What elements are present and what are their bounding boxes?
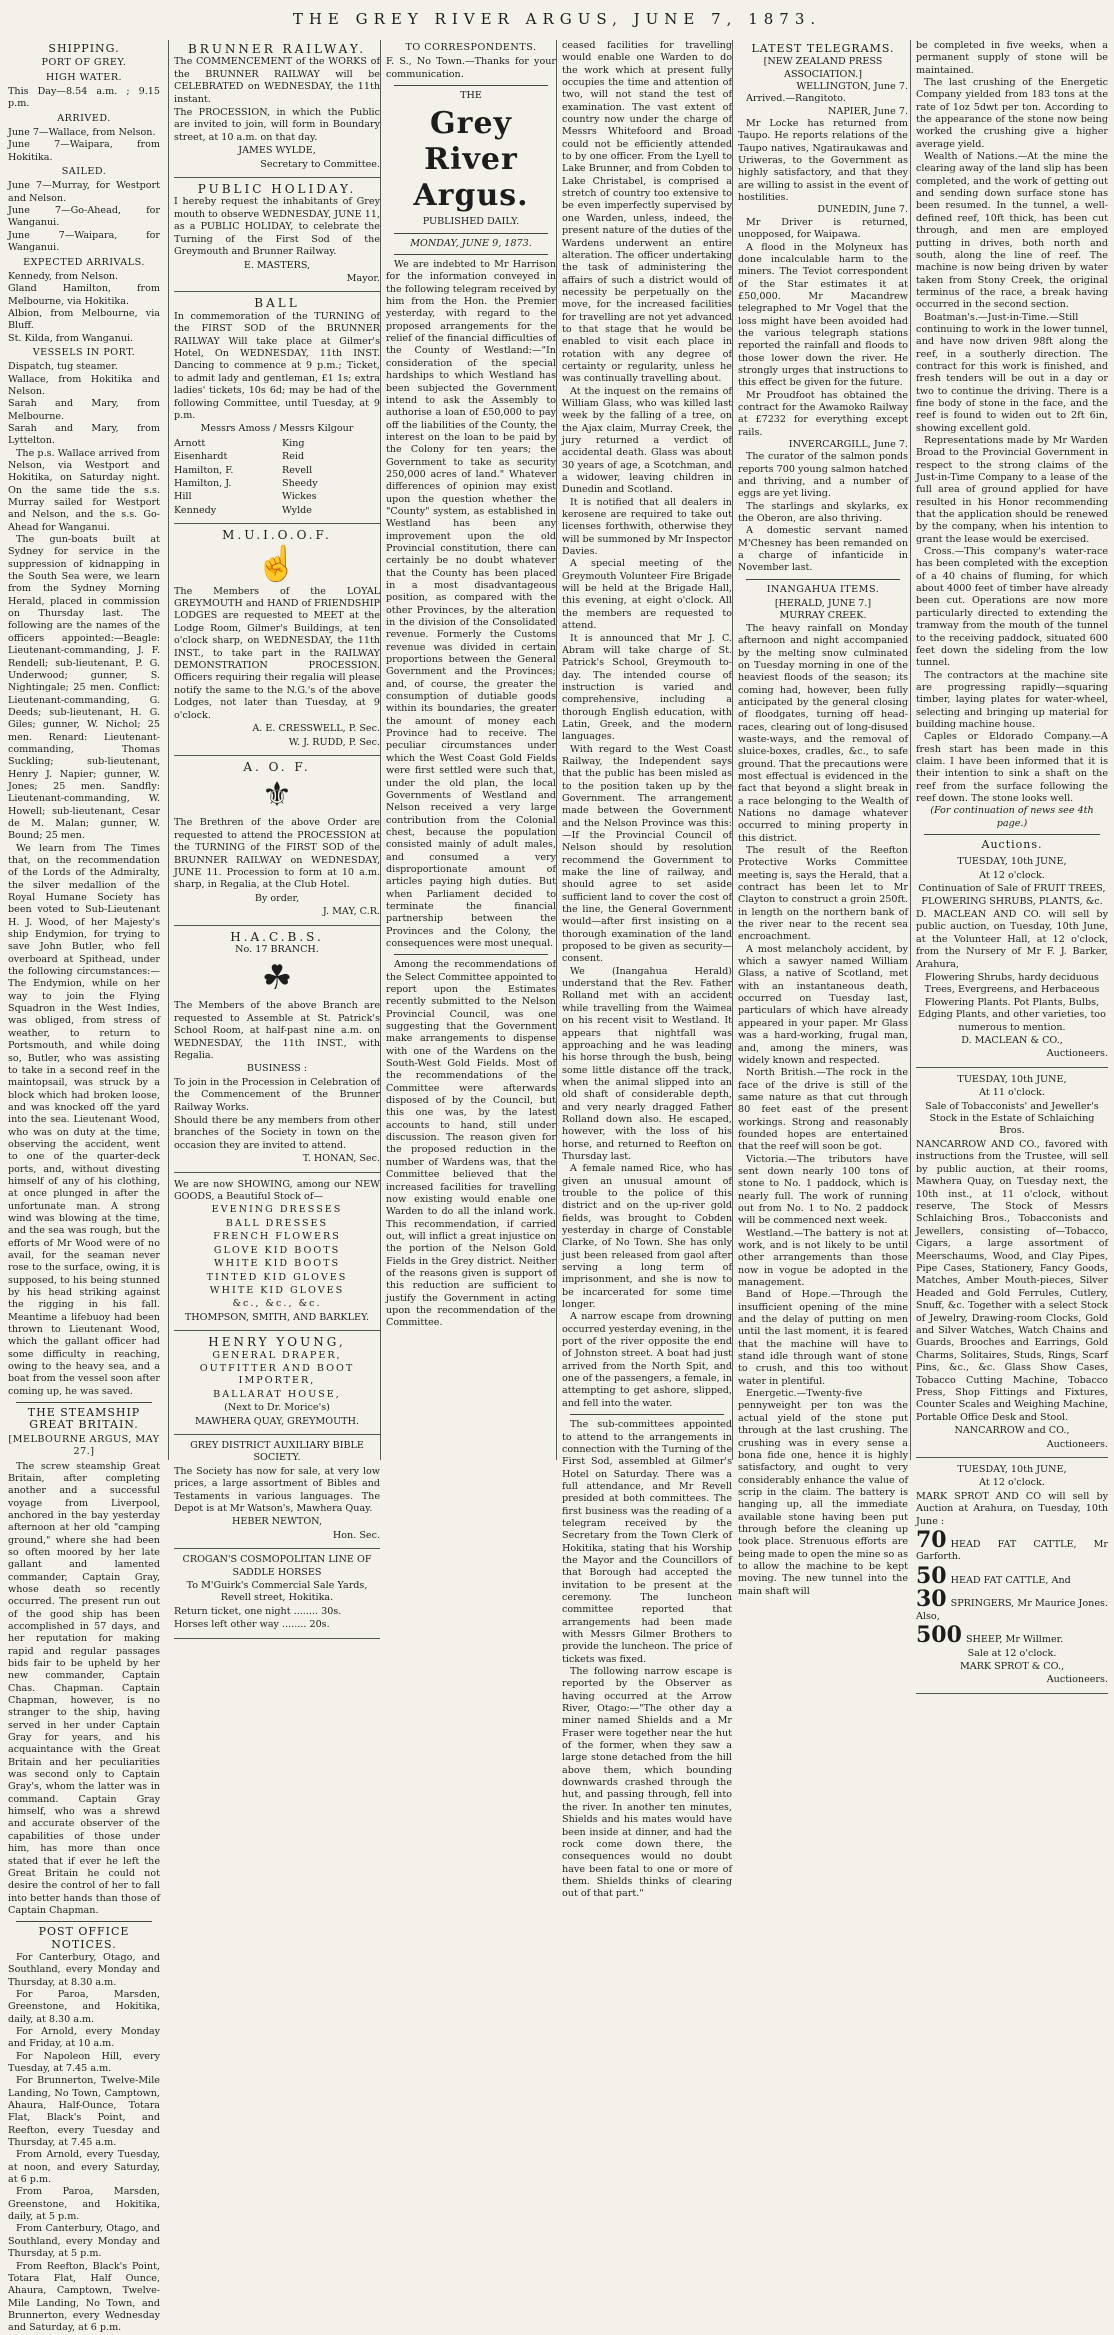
lot-count: 500: [916, 1622, 962, 1649]
foresters-ad: [174, 758, 380, 926]
new-goods-signature: THOMPSON, SMITH, AND BARKLEY.: [184, 1311, 370, 1323]
divider: [394, 85, 548, 86]
goods-item: EVENING DRESSES: [211, 1204, 343, 1216]
nancarrow-auction: [916, 1070, 1108, 1458]
telegram-item: Mr Proudfoot has obtained the contract for the Awamoko Railway at £7232 for everything except rails.: [738, 389, 908, 438]
henry-young-line: BALLARAT HOUSE,: [213, 1388, 341, 1400]
post-notice: From Paroa, Marsden, Greenstone, and Hokitika, daily, at 5 p.m.: [8, 2186, 160, 2223]
goods-item: FRENCH FLOWERS: [213, 1231, 341, 1243]
henry-young-title: HENRY YOUNG,: [208, 1335, 346, 1350]
livestock-lot: [916, 1562, 1108, 1589]
public-holiday-ad: [174, 180, 380, 292]
shipping-heading: SHIPPING.: [48, 42, 120, 55]
column-shipping: [8, 40, 160, 2334]
mining-item: Cross.—This company's water-race has been completed with the exception of a 40 chains of fluming, for which about 4000 feet of timber have already been cut. Operations are now more particularly directed to extending the tramway from the mouth of the tunnel to the receiving paddock, situated 600 feet down the sideling from the low tunnel.: [916, 546, 1108, 669]
stewards-right: [282, 437, 380, 518]
steamship-paragraph: The screw steamship Great Britain, after completing another and a successful voyage from Liverpool, anchored in the bay yesterday afternoon at her old "camping ground," where she had been so often moored by her late gallant and lamented commander, Captain Gray, whose death so recently occurred. The present run out of the good ship has been accomplished in 57 days, and her reputation for making rapid and regular passages bids fair to be upheld by her new commander, Captain Chas. Chapman. Captain Chapman, however, is no stranger to the ship, having served in her under Captain Gray for years, and his acquaintance with the Great Britain and her peculiarities was second only to Captain Gray's, whom the latter was in command. Captain Gray himself, who was a shrewd and accurate observer of the capabilities of those under him, has more than once stated that if ever he left the Great Britain he could not desire the control of her to fall into better hands than those of Captain Chapman.: [8, 1460, 160, 1916]
telegram-item: Arrived.—Rangitoto.: [746, 93, 846, 105]
inangahua-place: MURRAY CREEK.: [779, 610, 867, 622]
auction-items: Flowering Shrubs, hardy deciduous Trees, Evergreens, and Herbaceous Flowering Plants. Pot Plants, Bulbs, Edging Plants, and other varieties, too numerous to mention.: [918, 972, 1106, 1033]
goods-item: BALL DRESSES: [225, 1217, 329, 1229]
news-paragraph: It is notified that all dealers in kerosene are required to take out licenses forthwith, otherwise they will be summoned by Mr Inspector Davies.: [562, 496, 732, 558]
post-notice: For Arnold, every Monday and Friday, at 10 a.m.: [8, 2025, 160, 2050]
vessel-item: Dispatch, tug steamer.: [8, 361, 118, 373]
vessel-item: Sarah and Mary, from Melbourne.: [8, 398, 160, 422]
saddle-horses-title: CROGAN'S COSMOPOLITAN LINE OF SADDLE HORSES: [182, 1554, 372, 1578]
telegram-item: Mr Driver is returned, unopposed, for Waipawa.: [738, 216, 908, 241]
page-masthead: THE GREY RIVER ARGUS, JUNE 7, 1873.: [292, 10, 822, 28]
high-water-times: This Day—8.54 a.m. ; 9.15 p.m.: [8, 86, 160, 110]
steward-name: Wylde: [282, 504, 312, 516]
gunboats-paragraph: The gun-boats built at Sydney for service in the suppression of kidnapping in the South Sea were, we learn from the Sydney Morning Herald, placed in commission on Thursday last. The following are the names of the officers appointed:—Beagle: Lieutenant-commanding, J. F. Rendell; sub-lieutenant, P. G. Underwood; gunner, S. Nightingale; 25 men. Conflict: Lieutenant-commanding, G. Deeds; sub-lieutenant, H. G. Giles; gunner, W. Nichol; 25 men. Renard: Lieutenant-commanding, Thomas Suckling; sub-lieutenant, Henry J. Napier; gunner, W. Jones; 25 men. Sandfly: Lieutenant-commanding, W. Howell; sub-lieutenant, Cesar de M. Malan; gunner, W. Bound; 25 men.: [8, 534, 160, 842]
oddfellows-ad: [174, 526, 380, 756]
mining-item: Caples or Eldorado Company.—A fresh start has been made in this claim. I have been informed that it is their intention to sink a shaft on the reef from the surface following the reef down. The stone looks well.: [916, 731, 1108, 804]
inangahua-item: Energetic.—Twenty-five pennyweight per ton was the actual yield of the stone put through at the last crushing. The crushing was in every sense a bona fide one, hence it is highly satisfactory, and ought to very considerably enhance the value of scrip in the claim. The battery is hanging up, all the immediate available stone having been put through before the cleaning up took place. Strenuous efforts are being made to open the mine so as to allow the machine to be kept moving. The new tunnel into the main shaft will: [738, 1388, 908, 1597]
bible-society-signature-2: Hon. Sec.: [332, 1529, 380, 1541]
telegram-item: The starlings and skylarks, ex the Oberon, are also thriving.: [738, 500, 908, 525]
paper-the: THE: [460, 90, 482, 102]
mining-item: Wealth of Nations.—At the mine the clearing away of the land slip has been completed, and the work of getting out and sending down surface stone has been resumed. In the tunnel, a well-defined reef, 10ft thick, has been cut through, and men are employed putting in drives, both north and south, along the line of reef. The machine is now being driven by water taken from Stony Creek, the original terminus of the race, a break having occurred in the second section.: [916, 151, 1108, 311]
vessel-item: Wallace, from Hokitika and Nelson.: [8, 373, 160, 397]
brunner-railway-procession: The PROCESSION, in which the Public are invited to join, will form in Boundary street, at 10 a.m. on that day.: [174, 107, 380, 143]
auction-signature-2: Auctioneers.: [1046, 1438, 1108, 1450]
steward-name: Revell: [282, 464, 313, 476]
inangahua-heading: INANGAHUA ITEMS.: [766, 583, 880, 595]
henry-young-line: GENERAL DRAPER,: [212, 1349, 342, 1361]
public-holiday-title: PUBLIC HOLIDAY.: [197, 182, 357, 197]
ball-title: BALL: [254, 296, 300, 311]
inangahua-item: A most melancholy accident, by which a sawyer named William Glass, a native of Scotland, met with an instantaneous death, occurred on Tuesday last, particulars of which have already appeared in your paper. Mr Glass was a hard-working, frugal man, and, among the miners, was widely known and respected.: [738, 943, 908, 1066]
auction-date: TUESDAY, 10th JUNE,: [957, 1464, 1067, 1476]
sailed-item: June 7—Go-Ahead, for Wanganui.: [8, 205, 160, 229]
auction-text: MARK SPROT AND CO will sell by Auction at Arahura, on Tuesday, 10th June :: [916, 1490, 1108, 1527]
auction-signature-2: Auctioneers.: [1046, 1048, 1108, 1060]
inangahua-source: [HERALD, JUNE 7.]: [774, 598, 872, 610]
auction-text: D. MACLEAN AND CO. will sell by public auction, on Tuesday, 10th June, at the Volunteer Hall, at 12 o'clock, from the Nursery of Mr F. J. Barker, Arahura,: [916, 908, 1108, 970]
henry-young-line: (Next to Dr. Morice's): [224, 1402, 330, 1414]
new-goods-text: We are now SHOWING, among our NEW GOODS, a Beautiful Stock of—: [174, 1178, 380, 1203]
editorial-paragraph: We are indebted to Mr Harrison for the information conveyed in the following telegram received by him from the Hon. the Premier yesterday, with regard to the proposed arrangements for the relief of the financial difficulties of the County of Westland:—"In consideration of the special hardships to which Westland has been subjected the Government intend to ask the Assembly to authorise a loan of £50,000 to pay off the liabilities of the County, the interest on the loan to be paid by the Colony for ten years; the Government to take as security 250,000 acres of land." Whatever differences of opinion may exist upon the question whether the "County" system, as established in Westland has been any improvement upon the old Provincial constitution, there can certainly be no doubt whatever that the County has been placed in a most disadvantageous position, as compared with the other Provinces, by the alteration in the division of the Consolidated revenue. Formerly the Customs revenue was divided in certain proportions between the General Government and the Provinces; and, of course, the greater the consumption of dutiable goods within its boundaries, the greater the amount of money each Province had to receive. The peculiar circumstances under which the West Coast Gold Fields were first settled were such that, under the old plan, the local Governments of Westland and Nelson received a very large contribution from the Colonial chest, because the population consisted mainly of adult males, and consumed a very disproportionate amount of articles paying high duties. But when Parliament decided to terminate the financial partnership between the Provinces and the Colony, the consequences were most unequal.: [386, 259, 556, 949]
telegram-dateline: DUNEDIN, June 7.: [817, 204, 908, 216]
telegram-item: Mr Locke has returned from Taupo. He reports relations of the Taupo natives, Ngatiraukawas and Uriweras, to the Government as highly satisfactory, and that they are willing to assist in the event of hostilities.: [738, 118, 908, 204]
news-paragraph: We (Inangahua Herald) understand that the Rev. Father Rolland met with an accident while travelling from the Waimea on his recent visit to Westland. It appears that nightfall was approaching and he was leading his horse through the bush, being some little distance off the track, when the animal slipped into an old shaft of considerable depth, and very nearly dragged Father Rolland down also. He escaped, however, with the loss of his horse, and returned to Reefton on Thursday last.: [562, 965, 732, 1162]
steward-name: Arnott: [174, 437, 206, 449]
maclean-auction: [916, 852, 1108, 1068]
goods-item: &c., &c., &c.: [232, 1298, 322, 1310]
inangahua-item: The heavy rainfall on Monday afternoon and night accompanied by the melting snow culminated on Tuesday morning in one of the heaviest floods of the season; its coming had, however, been fully anticipated by the general closing of floodgates, turning off head-races, clearing out of long-disused waste-ways, and the removal of sluice-boxes, cradles, &c., to safe ground. That the precautions were most effectual is evidenced in the fact that beyond a slight break in a race belonging to the Wealth of Nations no damage whatever occurred to mining property in this district.: [738, 622, 908, 844]
telegrams-source: [NEW ZEALAND PRESS ASSOCIATION.]: [763, 56, 883, 80]
saddle-horses-fare: Return ticket, one night ........ 30s.: [174, 1605, 342, 1617]
new-goods-ad: [174, 1175, 380, 1331]
news-paragraph: A narrow escape from drowning occurred yesterday evening, in the port of the river opposite the end of Johnston street. A boat had just arrived from the North Spit, and one of the passengers, a female, in attempting to get ashore, slipped, and fell into the water.: [562, 1311, 732, 1409]
arrived-item: June 7—Waipara, from Hokitika.: [8, 139, 160, 163]
post-notice: For Canterbury, Otago, and Southland, every Monday and Thursday, at 8.30 a.m.: [8, 1951, 160, 1988]
post-office-heading: POST OFFICE NOTICES.: [38, 1925, 130, 1951]
lot-count: 70: [916, 1527, 947, 1554]
arrived-item: June 7—Wallace, from Nelson.: [8, 127, 156, 139]
port-heading: PORT OF GREY.: [41, 57, 127, 69]
lot-count: 50: [916, 1562, 947, 1589]
expected-item: St. Kilda, from Wanganui.: [8, 332, 134, 344]
news-paragraph: At the inquest on the remains of William Glass, who was killed last week by the falling of a tree, on the Ajax claim, Murray Creek, the jury returned a verdict of accidental death. Glass was about 30 years of age, a Scotchman, and a widower, leaving children in Dunedin and Scotland.: [562, 385, 732, 496]
auction-signature: MARK SPROT & CO.,: [959, 1660, 1065, 1672]
steward-name: Sheedy: [282, 478, 318, 489]
foresters-text: The Brethren of the above Order are requested to attend the PROCESSION at the TURNING of the FIRST SOD of the BRUNNER RAILWAY on WEDNESDAY, JUNE 11. Procession to form at 10 a.m. sharp, in Regalia, at the Club Hotel.: [174, 817, 380, 891]
goods-item: WHITE KID BOOTS: [213, 1258, 341, 1270]
hacbs-text: The Members of the above Branch are requested to Assemble at St. Patrick's School Room, at half-past nine a.m. on WEDNESDAY, the 11th INST., with Regalia.: [174, 1000, 380, 1061]
auction-time: At 12 o'clock.: [979, 869, 1045, 881]
hacbs-text-2: To join in the Procession in Celebration of the Commencement of the Brunner Railway Works.: [174, 1076, 380, 1113]
hacbs-ad: [174, 928, 380, 1173]
sailed-label: SAILED.: [61, 166, 107, 178]
goods-item: WHITE KID GLOVES: [209, 1284, 345, 1296]
steward-name: Hamilton, F.: [174, 464, 234, 476]
telegram-dateline: WELLINGTON, June 7.: [796, 81, 908, 93]
steward-name: Reid: [282, 451, 305, 463]
arrived-label: ARRIVED.: [57, 112, 111, 124]
post-notice: For Napoleon Hill, every Tuesday, at 7.45 a.m.: [8, 2050, 160, 2074]
newspaper-columns: [8, 40, 1108, 2334]
foresters-signature-2: J. MAY, C.R.: [322, 906, 380, 918]
brunner-railway-signature-title: Secretary to Committee.: [260, 158, 380, 170]
published-daily: PUBLISHED DAILY.: [422, 216, 520, 228]
auction-signature: NANCARROW and CO.,: [954, 1425, 1070, 1437]
editorial-paragraph-wardens: Among the recommendations of the Select Committee appointed to report upon the Estimates recently submitted to the Nelson Provincial Council, was one suggesting that the Government make arrangements to dispense with one of the Wardens on the South-West Gold Fields. Most of the recommendations of the Committee were afterwards disposed of by the Council, but this one was, by the latest accounts to hand, still under discussion. The reason given for the proposed reduction in the number of Wardens was, that the Committee believed that the increased facilities for travelling now existing would enable one Warden to do all the inland work. This recommendation, if carried out, will inflict a great injustice on the portion of the Nelson Gold Fields in the Grey district. Neither of the reasons given is support of this reduction are sufficient to justify the Government in acting upon the recommendation of the Committee.: [386, 959, 556, 1329]
livestock-lot: [916, 1588, 1108, 1623]
sprot-auction: [916, 1460, 1108, 1694]
stewards-heading: Messrs Amoss / Messrs Kilgour: [200, 423, 354, 435]
telegram-dateline: INVERCARGILL, June 7.: [788, 439, 908, 450]
divider: [394, 954, 548, 955]
steamship-source: [MELBOURNE ARGUS, MAY 27.]: [8, 1433, 160, 1458]
divider: [746, 579, 900, 580]
auction-time: At 12 o'clock.: [979, 1477, 1045, 1489]
oddfellows-signature: A. E. CRESSWELL, P. Sec.: [252, 723, 380, 735]
steward-name: Hill: [174, 491, 192, 503]
news-paragraph: A special meeting of the Greymouth Volunteer Fire Brigade will be held at the Brigade Hall, this evening, at eight o'clock. All the members are requested to attend.: [562, 558, 732, 632]
divider: [394, 233, 548, 234]
steward-name: Kennedy: [174, 504, 217, 516]
news-paragraph: With regard to the West Coast Railway, the Independent says that the public has been misled as to the position taken up by the Government. The arrangement made between the Government and the Nelson Province was this:—If the Provincial Council of Nelson should by resolution recommend the Government to make the line of railway, and should agree to set aside sufficient land to cover the cost of the line, the General Government would—after first insisting on a thorough examination of the land proposed to be given as security—consent.: [562, 743, 732, 965]
shipping-paragraph: The p.s. Wallace arrived from Nelson, via Westport and Hokitika, on Saturday night. On the same tide the s.s. Murray sailed for Westport and Nelson, and the s.s. Go-Ahead for Wanganui.: [8, 447, 160, 533]
post-notice: For Paroa, Marsden, Greenstone, and Hokitika, daily, at 8.30 a.m.: [8, 1988, 160, 2025]
telegrams-heading: LATEST TELEGRAMS.: [751, 42, 895, 55]
public-holiday-text: I hereby request the inhabitants of Grey mouth to observe WEDNESDAY, JUNE 11, as a PUBLIC HOLIDAY, to celebrate the Turning of the First Sod of the Greymouth and Brunner Railway.: [174, 196, 380, 258]
oddfellows-signature-2: W. J. RUDD, P. Sec.: [288, 736, 380, 748]
expected-label: EXPECTED ARRIVALS.: [23, 256, 145, 268]
divider: [570, 1414, 724, 1415]
bible-society-text: The Society has now for sale, at very low prices, a large assortment of Bibles and Testaments in various languages. The Depot is at Mr Watson's, Mawhera Quay.: [174, 1465, 380, 1514]
inangahua-item: Westland.—The battery is not at work, and is not likely to be until other arrangements than those now in vogue be adopted in the management.: [738, 1227, 908, 1289]
vessel-item: Sarah and Mary, from Lyttelton.: [8, 422, 160, 447]
foresters-emblem-icon: ⚜: [261, 775, 293, 816]
auction-heading: Continuation of Sale of FRUIT TREES, FLOWERING SHRUBS, PLANTS, &c.: [918, 883, 1106, 907]
hacbs-signature: T. HONAN, Sec.: [302, 1153, 380, 1165]
news-paragraph: ceased facilities for travelling would enable one Warden to do the work which at present fully occupies the time and attention of two, will not stand the test of examination. The vast extent of country now under the charge of Messrs Whitefoord and Broad could not be efficiently attended to by one officer. From the Lyell to Lake Brunner, and from Cobden to Lake Christabel, is comprised a stretch of country too extensive to be even imperfectly supervised by one Warden, unless, indeed, the present nature of the duties of the Wardens underwent an entire alteration. The officer undertaking the task of administering the affairs of such a district would of necessity be perpetually on the move, for the increased facilities for travelling are not yet advanced to that stage that he would be enabled to visit each place in rotation with any degree of certainty or regularity, unless he was continually travelling about.: [562, 40, 732, 385]
news-paragraph: The following narrow escape is reported by the Observer as having occurred at the Arrow River, Otago:—"The other day a miner named Shields and a Mr Fraser were together near the hut of the former, when they saw a large stone detached from the hill above them, which bounding downwards crashed through the hut, and passing through, fell into the river. In another ten minutes, Shields and his mates would have been inside at dinner, and had the rock come down there, the consequences would no doubt have been fatal to one or more of them. Shields thinks of clearing out of that part.": [562, 1666, 732, 1900]
saddle-horses-ad: [174, 1551, 380, 1638]
brunner-railway-title: BRUNNER RAILWAY.: [187, 42, 367, 56]
mining-item: The last crushing of the Energetic Company yielded from 183 tons at the rate of 1oz 5dwt per ton. According to the appearance of the stone now being worked the crushing give a higher average yield.: [916, 77, 1108, 150]
correspondents-heading: TO CORRESPONDENTS.: [405, 42, 537, 53]
editorial-dateline: MONDAY, JUNE 9, 1873.: [410, 237, 532, 249]
bible-society-signature: HEBER NEWTON,: [231, 1516, 323, 1528]
goods-item: GLOVE KID BOOTS: [213, 1244, 341, 1256]
public-holiday-signature: E. MASTERS,: [243, 259, 311, 271]
hand-emblem-icon: ☝: [255, 543, 299, 584]
divider: [16, 1921, 152, 1922]
post-notice: From Reefton, Black's Point, Totara Flat, Half Ounce, Ahaura, Camptown, Twelve-Mile Landing, No Town, and Brunnerton, every Wednesday and Saturday, at 6 p.m.: [8, 2260, 160, 2334]
goods-item: TINTED KID GLOVES: [206, 1271, 348, 1283]
auction-text: NANCARROW AND CO., favored with instructions from the Trustee, will sell by public auction, at their rooms, Mawhera Quay, on Tuesday next, the 10th inst., at 11 o'clock, without reserve, The Stock of Messrs Schlaiching Bros., Tobacconists and Jewellers, consisting of—Tobacco, Cigars, a large assortment of Meerschaums, Wood, and Clay Pipes, Pipe Cases, Stationery, Fancy Goods, Matches, Amber Mouth-pieces, Silver Headed and Gold Ferrules, Cutlery, Snuff, &c. Together with a select Stock of Jewelry, Drawing-room Clocks, Gold and Silver Watches, Watch Chains and Guards, Brooches and Earrings, Gold Charms, Solitaires, Studs, Rings, Scarf Pins, &c., &c. Glass Show Cases, Tobacco Cutting Machine, Tobacco Press, Shop Fittings and Fixtures, Counter Scales and Weighing Machine, Portable Office Desk and Stool.: [916, 1138, 1108, 1423]
telegram-item: The curator of the salmon ponds reports 700 young salmon hatched and thriving, and a number of eggs are yet living.: [738, 451, 908, 500]
steward-name: Eisenhardt: [174, 451, 228, 463]
inangahua-item: Band of Hope.—Through the insufficient opening of the mine and the delay of putting on men until the last moment, it is feared that the machine will have to stand idle through want of stone to crush, and this too without water in plentiful.: [738, 1289, 908, 1387]
ball-ad: [174, 294, 380, 524]
lot-description: SPRINGERS, Mr Maurice Jones. Also,: [916, 1598, 1108, 1622]
expected-item: Albion, from Melbourne, via Bluff.: [8, 307, 160, 332]
hacbs-title: H.A.C.B.S.: [230, 929, 324, 944]
auction-terms: Sale at 12 o'clock.: [967, 1647, 1057, 1659]
steward-name: King: [282, 437, 305, 449]
post-notice: From Canterbury, Otago, and Southland, every Monday and Thursday, at 5 p.m.: [8, 2223, 160, 2260]
divider: [394, 254, 548, 255]
livestock-lot: [916, 1529, 1108, 1564]
henry-young-line: MAWHERA QUAY, GREYMOUTH.: [195, 1415, 359, 1427]
correspondents-text: F. S., No Town.—Thanks for your communication.: [386, 56, 556, 80]
mining-item: The contractors at the machine site are progressing rapidly—squaring timber, laying plates for water-wheel, selecting and bringing up material for building machine house.: [916, 669, 1108, 730]
lot-count: 30: [916, 1586, 947, 1613]
foresters-signature: By order,: [254, 892, 300, 904]
hacbs-text-3: Should there be any members from other branches of the Society in town on the occasion they are invited to attend.: [174, 1115, 380, 1151]
steward-name: Hamilton, J.: [174, 478, 232, 489]
steamship-heading: THE STEAMSHIP GREAT BRITAIN.: [27, 1406, 141, 1432]
stewards-left: [174, 437, 272, 518]
telegram-dateline: NAPIER, June 7.: [828, 105, 908, 117]
vessels-label: VESSELS IN PORT.: [32, 346, 136, 358]
auction-heading: Sale of Tobacconists' and Jeweller's Stock in the Estate of Schlaiching Bros.: [925, 1100, 1099, 1137]
inangahua-item: North British.—The rock in the face of the drive is still of the same nature as that cut through 80 feet east of the present workings. Strong and reasonably founded hopes are entertained that the reef will soon be got.: [738, 1067, 908, 1153]
auction-signature-2: Auctioneers.: [1046, 1674, 1108, 1686]
inangahua-item: The result of the Reefton Protective Works Committee meeting is, says the Herald, that a contract has been let to Mr Clayton to construct a groin 250ft. in length on the northern bank of the river near to the recent sea encroachment.: [738, 845, 908, 943]
lot-description: HEAD FAT CATTLE, Mr Garforth.: [916, 1539, 1108, 1563]
brunner-railway-text: The COMMENCEMENT of the WORKS of the BRUNNER RAILWAY will be CELEBRATED on WEDNESDAY, the 11th instant.: [174, 56, 380, 105]
public-holiday-signature-title: Mayor.: [346, 272, 380, 284]
high-water-label: HIGH WATER.: [45, 71, 123, 83]
news-paragraph: A female named Rice, who has given an unusual amount of trouble to the police of this district and on the up-river gold fields, was brought to Cobden yesterday in charge of Constable Clarke, of No Town. She has only just been released from gaol after serving a long term of imprisonment, and she is now to be incarcerated for some time longer.: [562, 1163, 732, 1311]
news-paragraph: The sub-committees appointed to attend to the arrangements in connection with the Turning of the First Sod, assembled at Gilmer's Hotel on Saturday. There was a full attendance, and Mr Revell presided at both committees. The first business was the reading of a telegram received by the Secretary from the Town Clerk of Hokitika, stating that his Worship the Mayor and the Councillors of that Borough had accepted the invitation to be present at the ceremony. The luncheon committee reported that arrangements had been made with Messrs Gilmer Brothers to provide the luncheon. The price of tickets was fixed.: [562, 1419, 732, 1665]
bible-society-ad: [174, 1437, 380, 1549]
divider: [16, 1402, 152, 1403]
henry-young-line: OUTFITTER AND BOOT IMPORTER,: [199, 1362, 355, 1387]
auction-signature: D. MACLEAN & CO.,: [961, 1035, 1063, 1047]
brunner-railway-signature: JAMES WYLDE,: [238, 145, 316, 157]
telegram-item: A domestic servant named M'Chesney has been remanded on a charge of infanticide in November last.: [738, 525, 908, 574]
telegram-item: A flood in the Molyneux has done incalculable harm to the miners. The Teviot correspondent of the Star estimates it at £50,000. Mr Macandrew telegraphed to Mr Vogel that the loss might have been avoided had the various telegraph stations reported the rainfall and floods to those lower down the river. He strongly urges that instructions to this effect be given for the future.: [738, 241, 908, 389]
lot-description: HEAD FAT CATTLE, And: [950, 1574, 1071, 1586]
post-notice: For Brunnerton, Twelve-Mile Landing, No Town, Camptown, Ahaura, Half-Ounce, Totara Flat, Black's Point, and Reefton, every Tuesday and Thursday, at 7.45 a.m.: [8, 2075, 160, 2149]
column-telegrams: [732, 40, 908, 1597]
mining-item: Boatman's.—Just-in-Time.—Still continuing to work in the lower tunnel, and have now driven 98ft along the reef, in a southerly direction. The contract for this work is finished, and fresh tenders will be out in a day or two to continue the driving. There is a fine body of stone in the face, and the reef is found to widen out to 2ft 6in, showing excellent gold.: [916, 311, 1108, 434]
oddfellows-text: The Members of the LOYAL GREYMOUTH and HAND of FRIENDSHIP LODGES are requested to MEET at the Lodge Room, Gilmer's Buildings, at ten o'clock sharp, on WEDNESDAY, the 11th INST., to take part in the RAILWAY DEMONSTRATION PROCESSION. Officers requiring their regalia will please notify the same to the N.G.'s of the above Lodges, not later than Tuesday, at 9 o'clock.: [174, 585, 380, 721]
saddle-horses-fare: Horses left other way ........ 20s.: [174, 1619, 330, 1631]
continuation-note: (For continuation of news see 4th page.): [930, 805, 1094, 829]
stewards-list: [174, 437, 380, 518]
lot-description: SHEEP, Mr Willmer.: [965, 1634, 1064, 1646]
sailed-item: June 7—Waipara, for Wanganui.: [8, 229, 160, 254]
auction-date: TUESDAY, 10th JUNE,: [957, 856, 1067, 868]
brunner-railway-ad: [174, 40, 380, 178]
divider: [924, 834, 1100, 835]
saddle-horses-text: To M'Guirk's Commercial Sale Yards, Revell street, Hokitika.: [186, 1580, 368, 1604]
mining-item: Representations made by Mr Warden Broad to the Provincial Government in respect to the strong claims of the Just-in-Time Company to a lease of the full area of ground applied for have resulted in his Honor recommending that the application should be renewed by the company, when his intention to grant the lease would be exercised.: [916, 435, 1108, 545]
inangahua-item: Victoria.—The tributors have sent down nearly 100 tons of stone to No. 1 paddock, which is nearly full. The work of running out from No. 1 to No. 2 paddock will be commenced next week.: [738, 1153, 908, 1227]
hacbs-branch: No. 17 BRANCH.: [235, 943, 319, 955]
humane-society-paragraph: We learn from The Times that, on the recommendation of the Lords of the Admiralty, the silver medallion of the Royal Humane Society has been voted to Sub-Lieutenant H. J. Wood, of her Majesty's ship Endymion, for trying to save John Butler, who fell overboard at Spithead, under the following circumstances:—The Endymion, while on her way to join the Flying Squadron in the West Indies, was obliged, from stress of weather, to return to Portsmouth, and while doing so, Butler, who was assisting to take in a second reef in the maintopsail, was struck by a block which had broken loose, and was knocked off the yard into the sea. Lieutenant Wood, who was on duty at the time, observing the accident, went to one of the quarter-deck ports, and, without divesting himself of any of his clothing, at once plunged in after the unfortunate man. A strong wind was blowing at the time, and the sea was rough, but the efforts of Mr Wood were of no avail, for the seaman never rose to the surface, owing, it is supposed, to his being stunned by his head striking against the rigging in his fall. Meantime a lifebuoy had been thrown to Lieutenant Wood, which the gallant officer had some difficulty in reaching, owing to the heavy sea, and a boat from the vessel soon after coming up, he was saved.: [8, 842, 160, 1397]
expected-item: Gland Hamilton, from Melbourne, via Hokitika.: [8, 283, 160, 307]
oddfellows-title: M.U.I.O.O.F.: [222, 528, 332, 543]
auction-time: At 11 o'clock.: [979, 1087, 1045, 1099]
auction-date: TUESDAY, 10th JUNE,: [957, 1073, 1067, 1085]
harp-emblem-icon: ☘: [261, 958, 293, 999]
livestock-lot: [916, 1622, 1108, 1649]
hacbs-business: BUSINESS :: [246, 1063, 308, 1075]
news-paragraph: It is announced that Mr J. C. Abram will take charge of St. Patrick's School, Greymouth to-day. The intended course of instruction is varied and comprehensive, including a thorough English education, with Latin, Greek, and the modern languages.: [562, 632, 732, 743]
news-continuation: be completed in five weeks, when a permanent supply of stone will be maintained.: [916, 40, 1108, 76]
ball-text: In commemoration of the TURNING of the FIRST SOD of the BRUNNER RAILWAY Will take place at Gilmer's Hotel, On WEDNESDAY, 11th INST. Dancing to commence at 9 p.m.; Ticket, to admit lady and gentleman, £1 1s; extra ladies' tickets, 10s 6d; may be had of the following Committee, until Tuesday, at 9 p.m.: [174, 310, 380, 421]
column-auctions: [910, 40, 1108, 1686]
foresters-title: A. O. F.: [243, 759, 311, 774]
paper-nameplate: Grey River Argus.: [413, 106, 529, 214]
bible-society-title: GREY DISTRICT AUXILIARY BIBLE SOCIETY.: [190, 1439, 364, 1464]
column-editorial: [380, 40, 556, 1460]
steward-name: Wickes: [282, 491, 317, 503]
post-notice: From Arnold, every Tuesday, at noon, and every Saturday, at 6 p.m.: [8, 2149, 160, 2186]
henry-young-ad: [174, 1333, 380, 1435]
expected-item: Kennedy, from Nelson.: [8, 270, 119, 282]
auctions-heading: Auctions.: [981, 838, 1043, 851]
sailed-item: June 7—Murray, for Westport and Nelson.: [8, 180, 160, 204]
column-advertisements: [168, 40, 380, 1631]
column-local-news: [556, 40, 732, 1900]
